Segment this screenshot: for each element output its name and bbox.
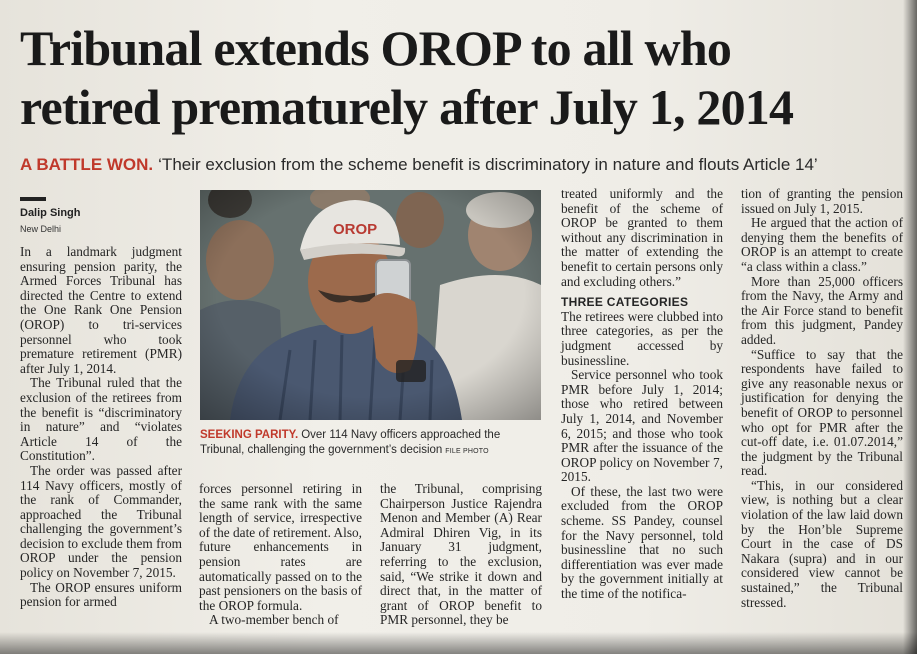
headline-line-2: retired prematurely after July 1, 2014	[20, 79, 794, 135]
strap-kicker: A BATTLE WON.	[20, 155, 154, 174]
page-bottom-shadow	[0, 632, 917, 654]
photo-illustration	[200, 190, 541, 420]
paragraph: tion of granting the pension issued on July 1, 2015.	[741, 186, 903, 216]
photo-credit: FILE PHOTO	[445, 448, 489, 455]
subheading: THREE CATEGORIES	[561, 295, 689, 310]
paragraph: The order was passed after 114 Navy officers, mostly of the rank of Commander, approached the Tribunal challenging the government’s decision to exclude them from OROP under the pension policy on November 7, 2015.	[20, 462, 182, 581]
paragraph: The retirees were clubbed into three categories, as per the judgment accessed by businessline.	[561, 308, 723, 368]
paragraph: Service personnel who took PMR before July 1, 2014; those who retired between July 1, 2014, and November 6, 2015; and those who took PMR after the issuance of the OROP policy on November 7, 2015.	[561, 367, 723, 485]
paragraph: Of these, the last two were excluded from the OROP scheme. SS Pandey, counsel for the Navy personnel, told businessline that no such differentiation was ever made by the government initially at the time of the notifica-	[561, 483, 723, 602]
paragraph: In a landmark judgment ensuring pension parity, the Armed Forces Tribunal has directed the Centre to extend the One Rank One Pension (OROP) to tri-services personnel who took premature retirement (PMR) after July 1, 2014.	[20, 244, 182, 376]
strap-text: ‘Their exclusion from the scheme benefit is discriminatory in nature and flouts Article 14’	[158, 155, 818, 174]
byline-rule	[20, 197, 46, 201]
paragraph: treated uniformly and the benefit of the scheme of OROP be granted to them without any discrimination in the matter of extending the benefit to certain persons only and excluding others.”	[561, 186, 723, 289]
paragraph: More than 25,000 officers from the Navy, the Army and the Air Force stand to benefit from this judgment, Pandey added.	[741, 273, 903, 347]
headline-line-1: Tribunal extends OROP to all who	[20, 20, 732, 76]
article-column-3	[380, 482, 542, 628]
article-photo	[200, 190, 541, 420]
paragraph: The OROP ensures uniform pension for armed	[20, 579, 182, 610]
paragraph: “This, in our considered view, is nothing but a clear violation of the law laid down by the Hon’ble Supreme Court in the case of DS Nakara (supra) and in our considered view cannot be sustained,” the Tribunal stressed.	[741, 477, 903, 610]
caption-text: Over 114 Navy officers approached the Tribunal, challenging the government’s decision	[200, 429, 501, 456]
photo-caption	[200, 428, 542, 459]
article-column-1	[20, 245, 182, 610]
strapline	[20, 155, 900, 175]
article-column-5	[741, 187, 903, 610]
paragraph: forces personnel retiring in the same rank with the same length of service, irrespective of the date of retirement. Also, future enhancements in pension rates are automatically passed on to the past pensioners on the basis of the OROP formula.	[199, 481, 362, 613]
paragraph: The Tribunal ruled that the exclusion of the retirees from the benefit is “discriminatory in nature” and “violates Article 14 of the Constitution”.	[20, 375, 182, 464]
byline-place: New Delhi	[20, 224, 62, 234]
page-edge-shadow	[903, 0, 917, 654]
byline-author: Dalip Singh	[20, 207, 81, 219]
paragraph: “Suffice to say that the respondents have failed to give any reasonable nexus or justification for denying the benefit of OROP to personnel who opt for PMR after the cut-off date, i.e. 01.07.2014,” the judgment by the Tribunal read.	[741, 346, 903, 479]
caption-kicker: SEEKING PARITY.	[200, 429, 299, 441]
paragraph: A two-member bench of	[209, 612, 339, 628]
article-column-4	[561, 187, 723, 602]
paragraph: He argued that the action of denying them the benefits of OROP is an attempt to create “a class within a class.”	[741, 215, 903, 274]
paragraph: the Tribunal, comprising Chairperson Justice Rajendra Menon and Member (A) Rear Admiral Dhiren Vig, in its January 31 judgment, referring to the exclusion, said, “We strike it down and direct that, in the matter of grant of OROP benefit to PMR personnel, they be	[380, 481, 542, 628]
article-column-2	[199, 482, 362, 628]
